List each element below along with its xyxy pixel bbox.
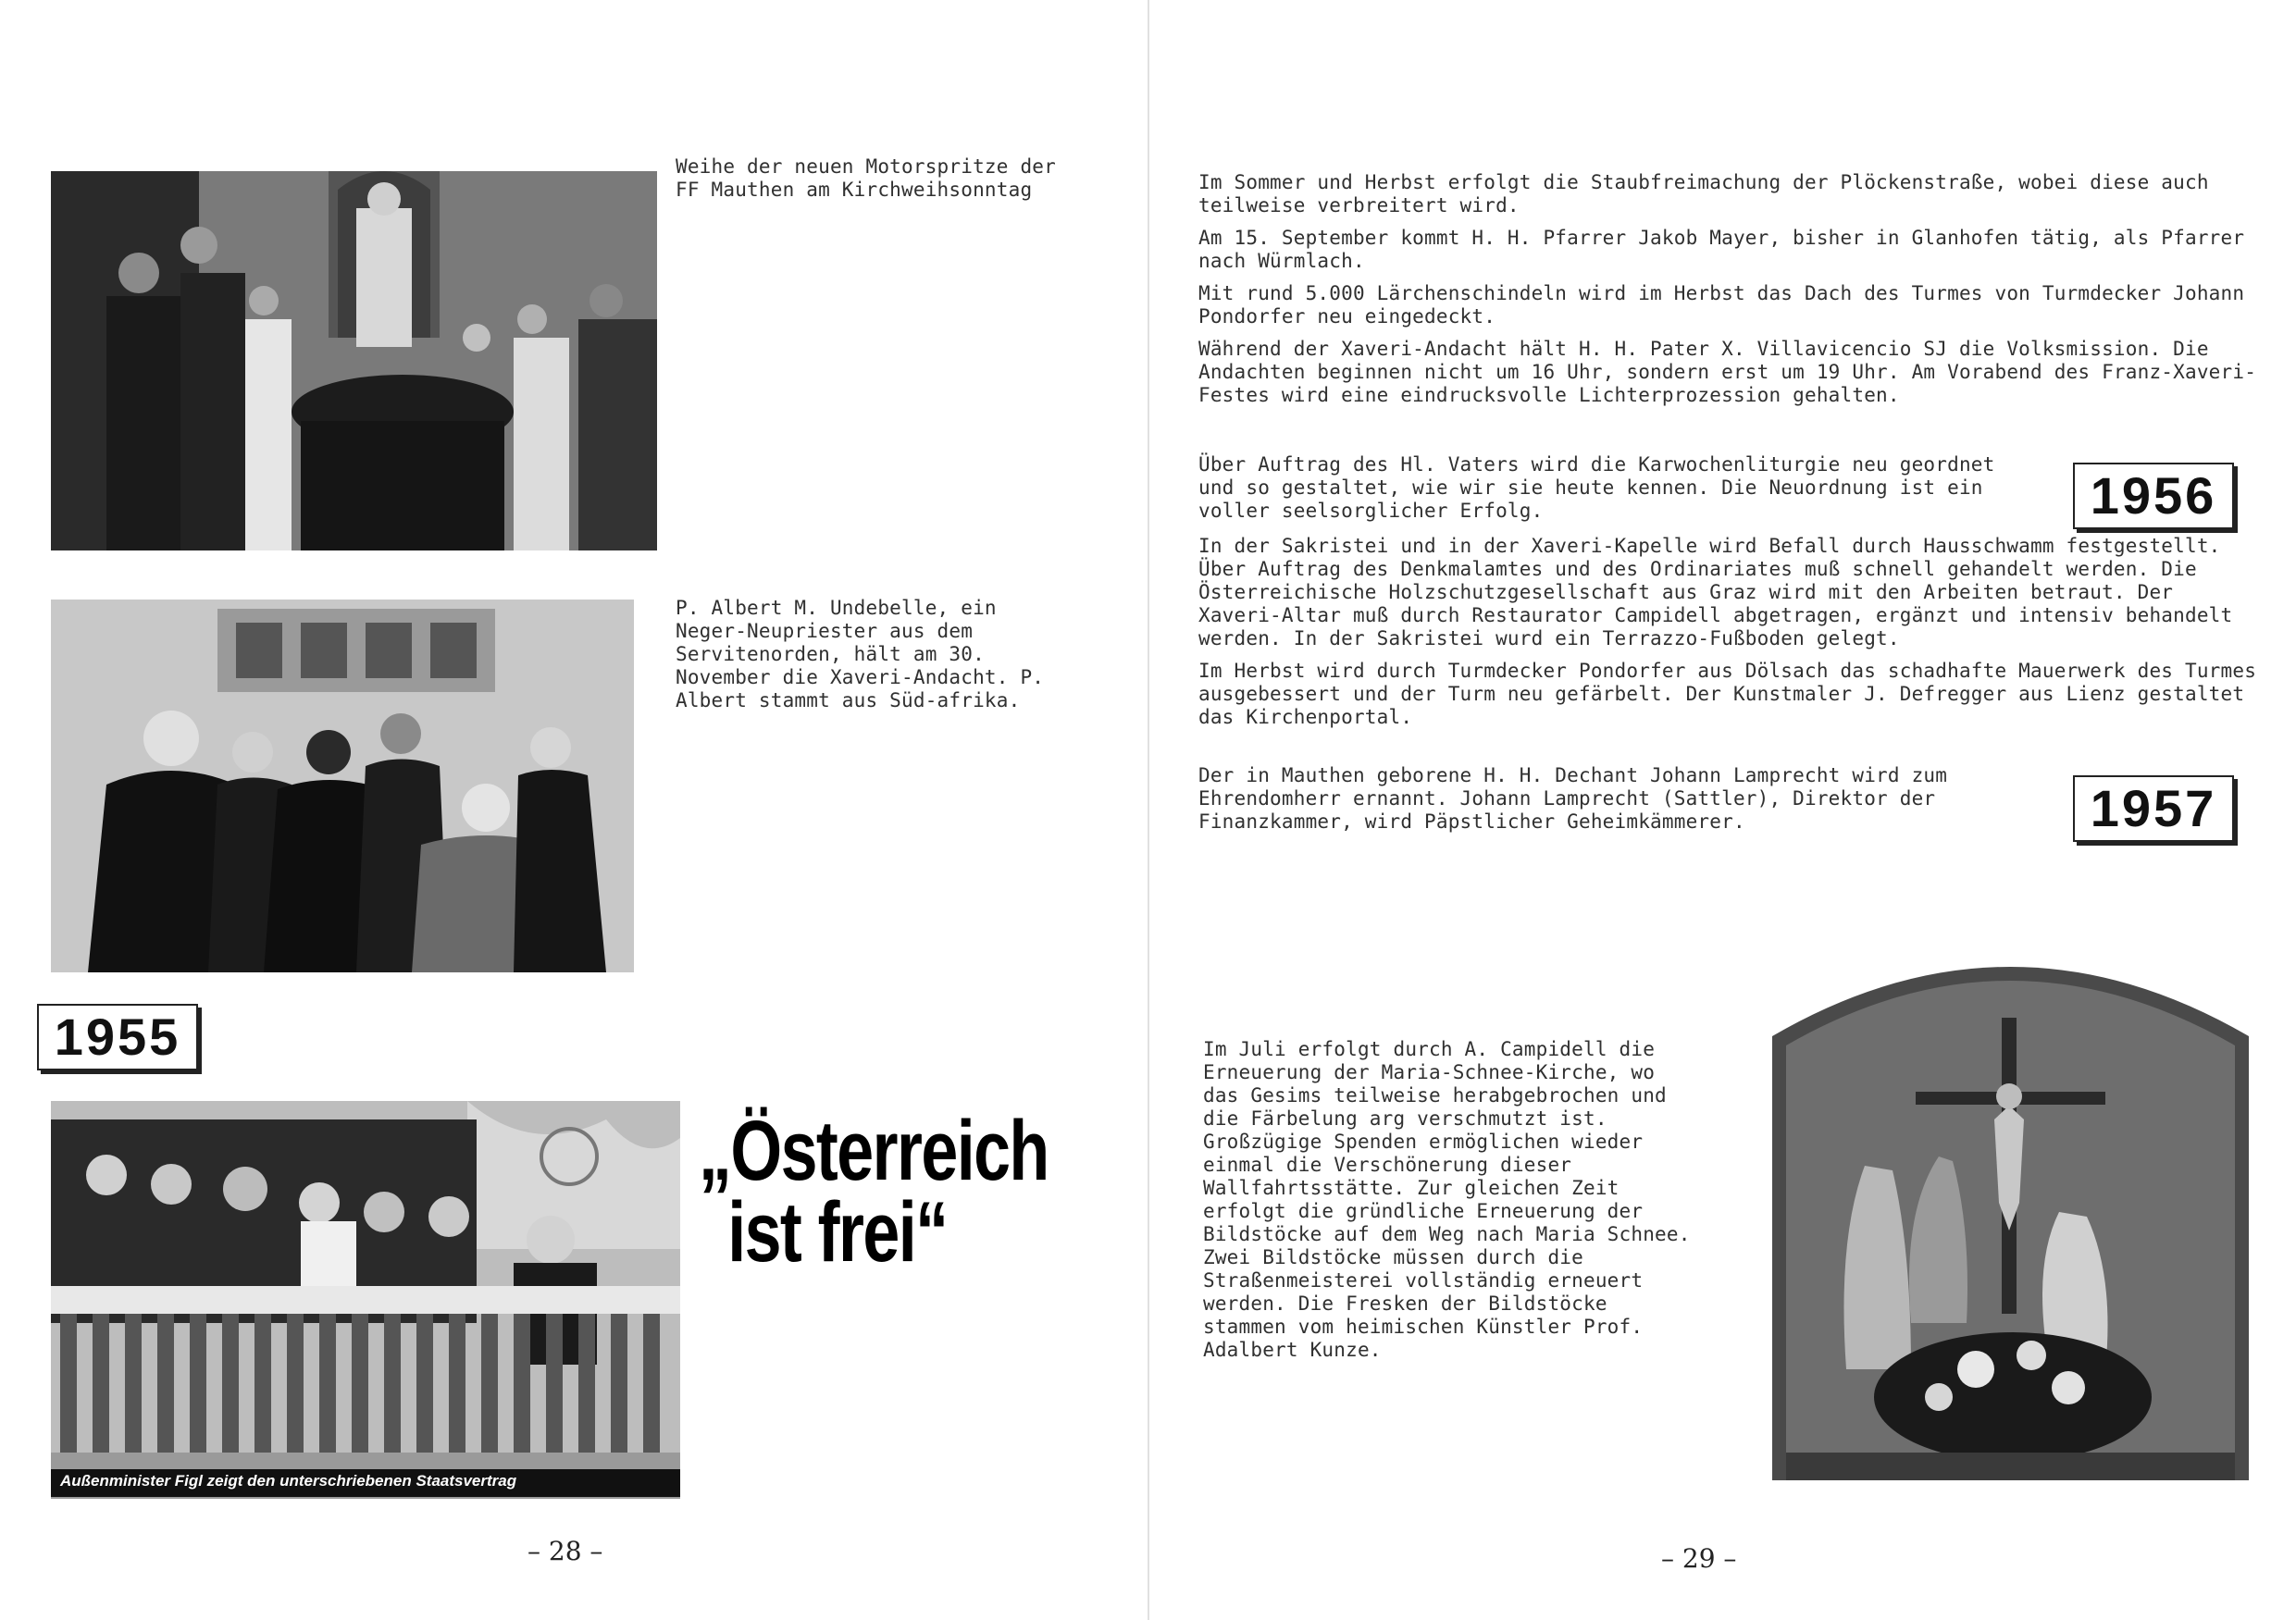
paragraph-maria-schnee: Im Juli erfolgt durch A. Campidell die Erneuerung der Maria-Schnee-Kirche, wo das Gesims teilweise herabgebrochen und die Färbelung arg verschmutzt ist. Großzügige Spenden ermöglichen wieder einmal die Verschönerung dieser Wallfahrtsstätte. Zur gleichen Zeit erfolgt die gründliche Erneuerung der Bildstöcke auf dem Weg nach Maria Schnee. Zwei Bildstöcke müssen durch die Straßenmeisterei vollständig erneuert werden. Die Fresken der Bildstöcke stammen vom heimischen Künstler Prof. Adalbert Kunze. [1203, 1038, 1691, 1361]
paragraph-staubfreimachung: Im Sommer und Herbst erfolgt die Staubfreimachung der Plöckenstraße, wobei diese auch teilweise verbreitert wird. [1198, 171, 2209, 216]
right-page [1157, 0, 2296, 1620]
photo-staatsvertrag-balcony [51, 1101, 680, 1499]
paragraph-lamprecht: Der in Mauthen geborene H. H. Dechant Johann Lamprecht wird zum Ehrendomherr ernannt. Johann Lamprecht (Sattler), Direktor der Finanzkammer, wird Päpstlicher Geheimkämmerer. [1198, 764, 1948, 833]
year-box-1957: 1957 [2073, 775, 2234, 842]
text-block-1955 [1198, 171, 2263, 416]
caption-motorspritze: Weihe der neuen Motorspritze der FF Mauthen am Kirchweihsonntag [676, 155, 1056, 201]
photo-caption-staatsvertrag: Außenminister Figl zeigt den unterschriebenen Staatsvertrag [51, 1469, 680, 1497]
photo-motorspritze-blessing [51, 171, 657, 550]
headline-oesterreich-ist-frei [699, 1104, 1074, 1280]
year-box-1956: 1956 [2073, 463, 2234, 529]
headline-line-1: „Österreich [699, 1104, 1049, 1198]
paragraph-turm-mauerwerk: Im Herbst wird durch Turmdecker Pondorfer aus Dölsach das schadhafte Mauerwerk des Turmes ausgebessert und der Turm neu gefärbelt. Der Kunstmaler J. Defregger aus Lienz gestaltet das Kirchenportal. [1198, 660, 2257, 728]
left-page [0, 0, 1138, 1620]
page-number-29: – 29 – [1661, 1543, 1737, 1574]
text-block-1956 [1198, 535, 2263, 738]
paragraph-laerchenschindeln: Mit rund 5.000 Lärchenschindeln wird im Herbst das Dach des Turmes von Turmdecker Johann Pondorfer neu eingedeckt. [1198, 282, 2245, 328]
paragraph-xaveri-andacht: Während der Xaveri-Andacht hält H. H. Pater X. Villavicencio SJ die Volksmission. Die Andachten beginnen nicht um 16 Uhr, sondern erst um 19 Uhr. Am Vorabend des Franz-Xaveri-Festes wird eine eindrucksvolle Lichterprozession gehalten. [1198, 338, 2257, 406]
photo-crucifixion-fresco [1754, 934, 2267, 1480]
paragraph-pfarrer-mayer: Am 15. September kommt H. H. Pfarrer Jakob Mayer, bisher in Glanhofen tätig, als Pfarrer nach Würmlach. [1198, 227, 2245, 272]
gutter-divider [1148, 0, 1149, 1620]
paragraph-hausschwamm: In der Sakristei und in der Xaveri-Kapelle wird Befall durch Hausschwamm festgestellt. Über Auftrag des Denkmalamtes und des Ordinariates muß schnell gehandelt werden. Die Österreichische Holzschutzgesellschaft aus Graz wird mit den Arbeiten betraut. Der Xaveri-Altar muß durch Restaurator Campidell abgetragen, ergänzt und intensiv behandelt werden. In der Sakristei wurd ein Terrazzo-Fußboden gelegt. [1198, 535, 2233, 649]
headline-line-2: ist frei“ [727, 1185, 948, 1280]
year-box-1955: 1955 [37, 1004, 198, 1070]
caption-albert-undebelle: P. Albert M. Undebelle, ein Neger-Neupriester aus dem Servitenorden, hält am 30. November die Xaveri-Andacht. P. Albert stammt aus Süd-afrika. [676, 597, 1045, 711]
paragraph-karwochenliturgie: Über Auftrag des Hl. Vaters wird die Karwochenliturgie neu geordnet und so gestaltet, wie wir sie heute kennen. Die Neuordnung ist ein voller seelsorglicher Erfolg. [1198, 453, 1995, 522]
page-number-28: – 28 – [527, 1536, 603, 1566]
photo-priests-group [51, 600, 634, 972]
